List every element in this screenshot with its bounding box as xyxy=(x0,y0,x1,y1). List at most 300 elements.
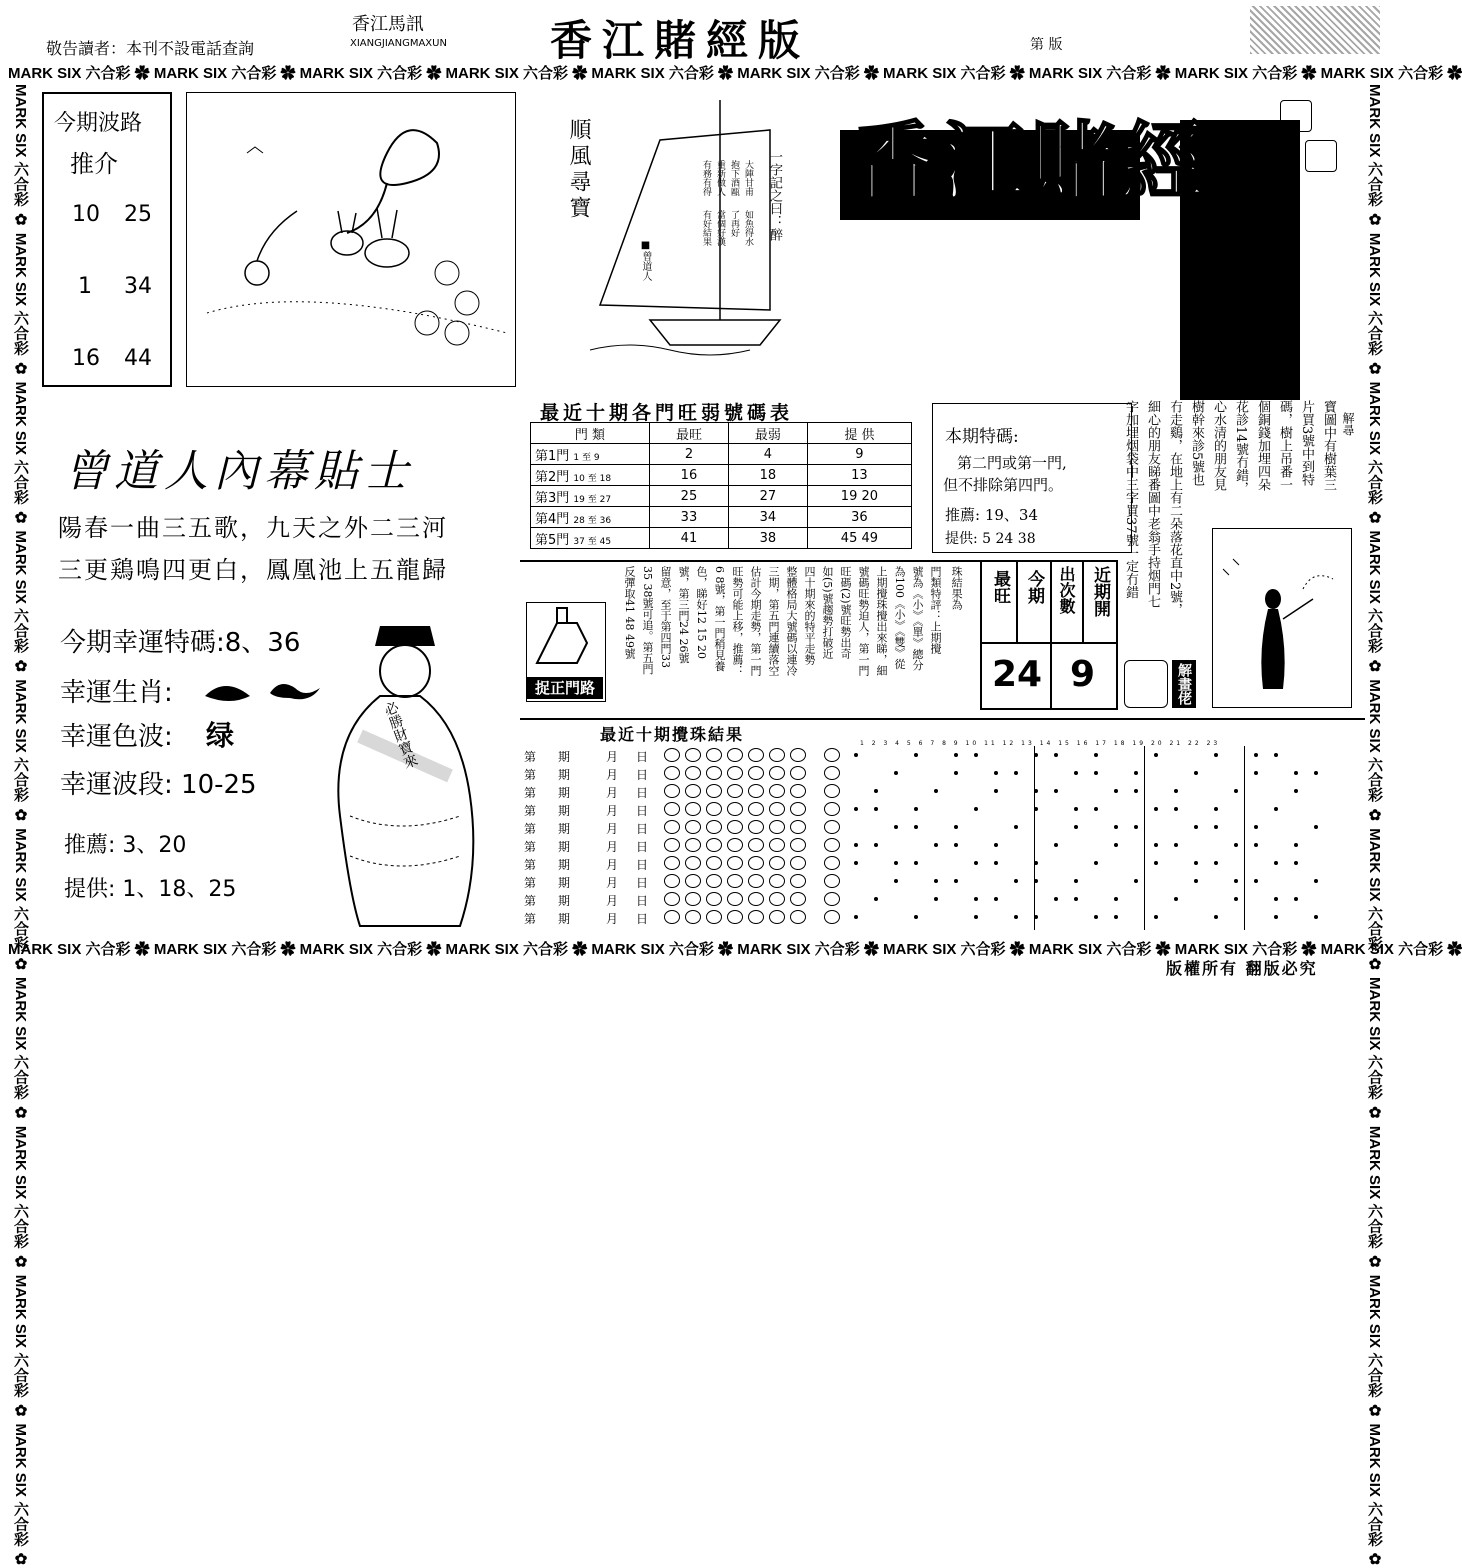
trend-dot xyxy=(974,753,978,757)
border-top: MARK SIX 六合彩 ✿ MARK SIX 六合彩 ✿ MARK SIX 六合彩 ✿ MARK SIX 六合彩 ✿ MARK SIX 六合彩 ✿ MARK SIX 六合彩 ✿ MARK SIX 六合彩 ✿ MARK SIX 六合彩 ✿ MARK SIX 六合彩 ✿ MARK SIX 六合彩 ✿ xyxy=(8,65,1462,82)
special-ball-circle xyxy=(824,838,840,852)
trend-dot xyxy=(854,861,858,865)
hot-label: 最旺 xyxy=(990,570,1010,604)
ball-circle xyxy=(790,892,806,906)
draw-row xyxy=(524,854,1354,872)
gate-max: 16 xyxy=(650,465,729,486)
sail-line: 有務有得 xyxy=(701,160,711,196)
draw-row xyxy=(524,872,1354,890)
ball-circle xyxy=(685,874,701,888)
gate-range: 1 至 9 xyxy=(573,452,600,463)
lucky-color-label: 幸運色波: xyxy=(60,722,173,752)
right-label: 解尋 xyxy=(1341,412,1355,436)
draw-row-label: 月 xyxy=(606,768,619,782)
draw-row-label: 期 xyxy=(558,912,571,926)
trend-dot xyxy=(1174,789,1178,793)
ball-circle xyxy=(790,820,806,834)
gate-range: 28 至 36 xyxy=(573,515,612,526)
gate-max: 33 xyxy=(650,507,729,528)
ball-circle xyxy=(769,874,785,888)
draw-row-label: 日 xyxy=(636,750,649,764)
draw-row xyxy=(524,890,1354,908)
lucky-band: 幸運波段: 10-25 xyxy=(60,770,257,800)
trend-dot xyxy=(1294,861,1298,865)
draw-rows xyxy=(524,746,1354,930)
special-recommend: 推薦: 19、34 xyxy=(945,506,1038,524)
trend-dot xyxy=(1154,915,1158,919)
trend-dot xyxy=(914,915,918,919)
ball-circle xyxy=(685,766,701,780)
analysis-text xyxy=(612,566,942,706)
special-ball-circle xyxy=(824,820,840,834)
trend-dot xyxy=(954,771,958,775)
ball-circle xyxy=(769,748,785,762)
right-text: 碼，樹上吊番一 xyxy=(1277,400,1292,491)
trend-dot xyxy=(854,915,858,919)
gate-header: 最弱 xyxy=(728,423,807,444)
gate-max: 2 xyxy=(650,444,729,465)
trend-dot xyxy=(1154,861,1158,865)
special-ball-circle xyxy=(824,748,840,762)
masthead xyxy=(830,100,1360,370)
draw-row-label: 日 xyxy=(636,912,649,926)
ball-circle xyxy=(748,874,764,888)
table-row xyxy=(531,444,912,465)
trend-dot xyxy=(1174,897,1178,901)
trend-dot xyxy=(894,771,898,775)
ball-circle xyxy=(664,766,680,780)
ball-circle xyxy=(727,910,743,924)
trend-dot xyxy=(1014,879,1018,883)
table-row xyxy=(531,528,912,549)
trend-dot xyxy=(1274,897,1278,901)
ball-circle xyxy=(769,910,785,924)
trend-dot xyxy=(1254,879,1258,883)
analysis-badge: 捉正門路 xyxy=(527,677,603,699)
trend-dot xyxy=(1174,843,1178,847)
draw-row-label: 日 xyxy=(636,894,649,908)
gate-name: 第5門 xyxy=(535,532,570,548)
trend-dot xyxy=(1294,771,1298,775)
ball-circle xyxy=(664,856,680,870)
trend-dot xyxy=(1194,861,1198,865)
trend-dot xyxy=(1234,789,1238,793)
draw-row-label: 第 xyxy=(524,912,537,926)
special-line2: 但不排除第四門。 xyxy=(943,476,1064,494)
grid-divider xyxy=(1244,746,1245,930)
draw-row-label: 第 xyxy=(524,876,537,890)
ball-circle xyxy=(769,766,785,780)
trend-dot xyxy=(1154,843,1158,847)
trend-dot xyxy=(1074,771,1078,775)
ball-circle xyxy=(748,820,764,834)
old-man-sketch xyxy=(1213,529,1349,705)
gate-table xyxy=(530,422,912,549)
sail-line: 重新做人 xyxy=(715,160,725,196)
analysis-line: 號碼旺勢迫人，第一門 xyxy=(857,566,870,676)
gate-range: 37 至 45 xyxy=(573,536,612,547)
analysis-line: 35 38號可追。第五門 xyxy=(641,566,654,675)
analysis-heading: 珠結果為 xyxy=(950,566,964,610)
lucky-special: 今期幸運特碼:8、36 xyxy=(60,628,301,658)
draw-title: 最近十期攪珠結果 xyxy=(600,725,745,744)
trend-dot xyxy=(1254,753,1258,757)
trend-dot xyxy=(934,843,938,847)
ball-circle xyxy=(748,784,764,798)
right-text: 片買3號中到特 xyxy=(1299,400,1314,487)
trend-dot xyxy=(1294,843,1298,847)
header-notice: 敬告讀者：本刊不設電話查詢 xyxy=(46,39,255,58)
gate-provide: 19 20 xyxy=(807,486,911,507)
ball-circle xyxy=(748,838,764,852)
trend-dot xyxy=(1214,825,1218,829)
analysis-line: 整體格局大號碼以連冷 xyxy=(785,566,798,676)
analysis-line: 旺碼(2)號旺勢出奇 xyxy=(839,566,852,659)
draw-row xyxy=(524,908,1354,926)
draw-row xyxy=(524,836,1354,854)
trend-dot xyxy=(974,861,978,865)
gate-max: 25 xyxy=(650,486,729,507)
draw-row-label: 期 xyxy=(558,840,571,854)
draw-row-label: 日 xyxy=(636,768,649,782)
trend-dot xyxy=(1234,843,1238,847)
trend-dot xyxy=(934,789,938,793)
trend-dot xyxy=(1314,879,1318,883)
trend-dot xyxy=(1134,789,1138,793)
special-line1: 第二門或第一門, xyxy=(957,454,1067,472)
draw-row-label: 第 xyxy=(524,822,537,836)
trend-dot xyxy=(954,825,958,829)
special-box xyxy=(932,403,1132,553)
ball-circle xyxy=(790,802,806,816)
draw-row-label: 期 xyxy=(558,894,571,908)
draw-row-label: 月 xyxy=(606,786,619,800)
ball-circle xyxy=(748,748,764,762)
brand-cn: 香江馬訊 xyxy=(352,14,424,35)
ball-circle xyxy=(706,856,722,870)
trend-dot xyxy=(854,843,858,847)
gate-provide: 36 xyxy=(807,507,911,528)
trend-dot xyxy=(1194,825,1198,829)
draw-row-label: 日 xyxy=(636,804,649,818)
wave-subtitle: 推介 xyxy=(70,150,118,178)
trend-dot xyxy=(1014,771,1018,775)
lucky-zodiac: 幸運生肖: xyxy=(60,678,173,708)
ball-circle xyxy=(706,784,722,798)
draw-row-label: 期 xyxy=(558,822,571,836)
ball-circle xyxy=(685,892,701,906)
special-ball-circle xyxy=(824,802,840,816)
sail-line: 抱下酒甌 xyxy=(729,160,739,196)
ball-circle xyxy=(685,910,701,924)
dice-icon xyxy=(1260,140,1292,172)
right-text: 寶圖中有樹葉三 xyxy=(1321,400,1336,491)
trend-dot xyxy=(1054,753,1058,757)
ball-circle xyxy=(727,856,743,870)
analysis-line: 門類特評：上期攪 xyxy=(929,566,942,654)
gate-min: 34 xyxy=(728,507,807,528)
draw-row-label: 日 xyxy=(636,858,649,872)
right-text: 心水清的朋友見 xyxy=(1211,400,1226,491)
trend-dot xyxy=(954,879,958,883)
trend-dot xyxy=(1274,753,1278,757)
trend-dot xyxy=(914,861,918,865)
ball-circle xyxy=(685,838,701,852)
trend-dot xyxy=(1194,879,1198,883)
tips-title: 曾道人內幕貼士 xyxy=(64,446,414,497)
tips-provide: 提供: 1、18、25 xyxy=(64,877,237,902)
special-ball-circle xyxy=(824,874,840,888)
trend-dot xyxy=(894,861,898,865)
trend-dot xyxy=(1054,843,1058,847)
puzzle-illustration xyxy=(186,92,516,387)
sail-author: ■曾道人 xyxy=(640,240,651,281)
draw-row-label: 月 xyxy=(606,894,619,908)
draw-row-label: 日 xyxy=(636,786,649,800)
trend-dot xyxy=(1274,861,1278,865)
analysis-line: 號為《小》《單》總分 xyxy=(911,566,924,671)
ball-circle xyxy=(727,766,743,780)
brand-en: XIANGJIANGMAXUN xyxy=(350,38,447,49)
draw-row xyxy=(524,764,1354,782)
ball-circle xyxy=(769,892,785,906)
trend-dot xyxy=(1314,771,1318,775)
draw-row-label: 日 xyxy=(636,876,649,890)
analysis-line: 留意，至于第四門33 xyxy=(659,566,672,668)
gate-range: 19 至 27 xyxy=(573,494,612,505)
wave-num: 16 xyxy=(72,346,100,371)
analysis-line: 旺勢可能上移，推薦： xyxy=(731,566,744,676)
ball-circle xyxy=(727,838,743,852)
trend-dot xyxy=(1194,771,1198,775)
trend-dot xyxy=(874,789,878,793)
wave-num: 34 xyxy=(124,274,152,299)
trend-dot xyxy=(1274,915,1278,919)
draw-row xyxy=(524,818,1354,836)
draw-row-label: 第 xyxy=(524,786,537,800)
hand-pointing-icon xyxy=(527,603,603,673)
trend-dot xyxy=(954,843,958,847)
ball-circle xyxy=(769,802,785,816)
trend-dot xyxy=(1114,915,1118,919)
ball-circle xyxy=(706,910,722,924)
wave-title: 今期波路 xyxy=(54,111,143,136)
analysis-line: 估計今期走勢，第一門 xyxy=(749,566,762,676)
trend-dot xyxy=(1214,915,1218,919)
trend-dot xyxy=(1074,897,1078,901)
right-text: 花診14號冇錯， xyxy=(1233,400,1248,495)
wave-box xyxy=(42,92,172,387)
ball-circle xyxy=(706,748,722,762)
ball-circle xyxy=(664,784,680,798)
draw-row-label: 日 xyxy=(636,822,649,836)
gate-name: 第3門 xyxy=(535,490,570,506)
gate-min: 4 xyxy=(728,444,807,465)
ball-circle xyxy=(769,820,785,834)
draw-row xyxy=(524,800,1354,818)
analysis-badge-box xyxy=(526,602,606,702)
draw-row xyxy=(524,746,1354,764)
trend-dot xyxy=(914,825,918,829)
hot-count: 9 xyxy=(1070,654,1096,695)
trend-dot xyxy=(894,825,898,829)
sail-line: 如魚得水 xyxy=(743,210,753,246)
trend-dot xyxy=(974,807,978,811)
trend-dot xyxy=(1154,753,1158,757)
ball-circle xyxy=(727,820,743,834)
trend-dot xyxy=(1094,771,1098,775)
ball-circle xyxy=(790,784,806,798)
trend-dot xyxy=(974,915,978,919)
figure-banner: 必勝財寶來 xyxy=(380,699,420,771)
ball-circle xyxy=(748,802,764,816)
ball-circle xyxy=(706,874,722,888)
trend-dot xyxy=(1014,825,1018,829)
trend-dot xyxy=(1234,897,1238,901)
ball-circle xyxy=(664,802,680,816)
sail-title: 順風尋寶 xyxy=(566,118,591,222)
trend-dot xyxy=(1054,789,1058,793)
ball-circle xyxy=(790,856,806,870)
draw-row-label: 期 xyxy=(558,804,571,818)
ball-circle xyxy=(790,874,806,888)
ball-circle xyxy=(664,838,680,852)
right-text: 字加埋烟袋中三字買37號一定冇錯 xyxy=(1123,400,1138,599)
gate-header: 最旺 xyxy=(650,423,729,444)
ball-circle xyxy=(727,784,743,798)
ball-circle xyxy=(769,856,785,870)
ball-circle xyxy=(769,784,785,798)
sail-line: 了再好 xyxy=(729,210,739,237)
gate-provide: 9 xyxy=(807,444,911,465)
trend-dot xyxy=(934,879,938,883)
analysis-line: 反彈取41 48 49號 xyxy=(623,566,636,659)
trend-dot xyxy=(874,843,878,847)
tips-line1: 陽春一曲三五歌，九天之外二三河 xyxy=(58,514,448,542)
draw-row-label: 期 xyxy=(558,768,571,782)
ball-circle xyxy=(790,766,806,780)
analysis-line: 四十期來的特平走勢 xyxy=(803,566,816,665)
trend-dot xyxy=(1254,843,1258,847)
table-row xyxy=(531,486,912,507)
trend-dot xyxy=(1094,753,1098,757)
lucky-color: 绿 xyxy=(206,719,235,752)
draw-row-label: 第 xyxy=(524,840,537,854)
trend-dot xyxy=(854,753,858,757)
draw-row-label: 月 xyxy=(606,912,619,926)
trend-dot xyxy=(1074,807,1078,811)
masthead-title: 香江賭經 xyxy=(850,112,1210,213)
gate-range: 10 至 18 xyxy=(573,473,612,484)
ball-circle xyxy=(748,856,764,870)
tree-rabbit-sketch xyxy=(187,93,513,384)
analysis-line: 號，第三門24 26號 xyxy=(677,566,690,664)
analysis-line: 為100《小》《雙》從 xyxy=(893,566,906,670)
wave-num: 44 xyxy=(124,346,152,371)
gate-header: 門 類 xyxy=(531,423,650,444)
sail-line: 當個好漢 xyxy=(715,210,725,246)
trend-dot xyxy=(854,807,858,811)
trend-dot xyxy=(1294,789,1298,793)
analysis-line: 上期攪珠攪出來睇，細 xyxy=(875,566,888,676)
right-text: 個銅錢加埋四朵 xyxy=(1255,400,1270,491)
gate-min: 18 xyxy=(728,465,807,486)
trend-dot xyxy=(1074,825,1078,829)
hot-label: 出次數 xyxy=(1057,566,1076,614)
trend-dot xyxy=(1294,897,1298,901)
trend-dot xyxy=(934,897,938,901)
trend-dot xyxy=(1134,825,1138,829)
trend-dot xyxy=(994,843,998,847)
ball-circle xyxy=(685,856,701,870)
ball-circle xyxy=(727,892,743,906)
trend-dot xyxy=(1154,807,1158,811)
special-title: 本期特碼: xyxy=(945,427,1019,447)
draw-row-label: 期 xyxy=(558,786,571,800)
hot-period-box xyxy=(980,560,1118,710)
draw-row-label: 月 xyxy=(606,750,619,764)
copyright: 版權所有 翻版必究 xyxy=(1166,959,1318,978)
wave-num: 25 xyxy=(124,202,152,227)
ball-circle xyxy=(727,802,743,816)
fortune-god-figure xyxy=(320,616,490,934)
right-text: 樹幹來診5號也 xyxy=(1189,400,1204,487)
painter-icon xyxy=(1124,660,1168,708)
ball-circle xyxy=(685,784,701,798)
special-ball-circle xyxy=(824,856,840,870)
trend-dot xyxy=(914,807,918,811)
sail-riddle: 一字記之曰：醉 xyxy=(767,150,782,241)
corner-smudge xyxy=(1250,6,1380,54)
analysis-line: 三期，第五門連續落空 xyxy=(767,566,780,676)
trend-dot xyxy=(1254,771,1258,775)
trend-dot xyxy=(1214,753,1218,757)
draw-row-label: 日 xyxy=(636,840,649,854)
ball-circle xyxy=(706,802,722,816)
trend-dot xyxy=(1094,807,1098,811)
trend-dot xyxy=(1234,879,1238,883)
right-text: 細心的朋友睇番圖中老翁手持烟門七 xyxy=(1145,400,1160,608)
trend-dot xyxy=(1214,807,1218,811)
trend-dot xyxy=(1114,825,1118,829)
ball-circle xyxy=(706,838,722,852)
trend-dot xyxy=(1274,807,1278,811)
ball-circle xyxy=(685,802,701,816)
gate-provide: 45 49 xyxy=(807,528,911,549)
painter-badge: 解畫佬 xyxy=(1172,660,1196,708)
ball-circle xyxy=(748,910,764,924)
analysis-line: 色，睇好12 15 20 xyxy=(695,566,708,659)
ball-circle xyxy=(664,748,680,762)
page-title: 香江賭經版 xyxy=(550,16,811,65)
dice-icon xyxy=(1305,140,1337,172)
trend-dot xyxy=(914,753,918,757)
draw-row xyxy=(524,782,1354,800)
trend-dot xyxy=(994,789,998,793)
ball-circle xyxy=(706,892,722,906)
draw-row-label: 第 xyxy=(524,894,537,908)
tips-recommend: 推薦: 3、20 xyxy=(64,833,187,858)
border-left: MARK SIX 六合彩 ✿ MARK SIX 六合彩 ✿ MARK SIX 六合彩 ✿ MARK SIX 六合彩 ✿ MARK SIX 六合彩 ✿ MARK SIX 六合彩 ✿ MARK SIX 六合彩 ✿ MARK SIX 六合彩 ✿ MARK SIX 六合彩 ✿ MARK SIX 六合彩 ✿ xyxy=(12,84,29,1568)
draw-row-label: 第 xyxy=(524,858,537,872)
border-bottom: MARK SIX 六合彩 ✿ MARK SIX 六合彩 ✿ MARK SIX 六合彩 ✿ MARK SIX 六合彩 ✿ MARK SIX 六合彩 ✿ MARK SIX 六合彩 ✿ MARK SIX 六合彩 ✿ MARK SIX 六合彩 ✿ MARK SIX 六合彩 ✿ MARK SIX 六合彩 ✿ xyxy=(8,941,1462,958)
ball-circle xyxy=(664,910,680,924)
trend-dot xyxy=(994,771,998,775)
trend-dot xyxy=(1314,825,1318,829)
gate-min: 38 xyxy=(728,528,807,549)
draw-row-label: 第 xyxy=(524,768,537,782)
wave-num: 1 xyxy=(78,274,92,299)
